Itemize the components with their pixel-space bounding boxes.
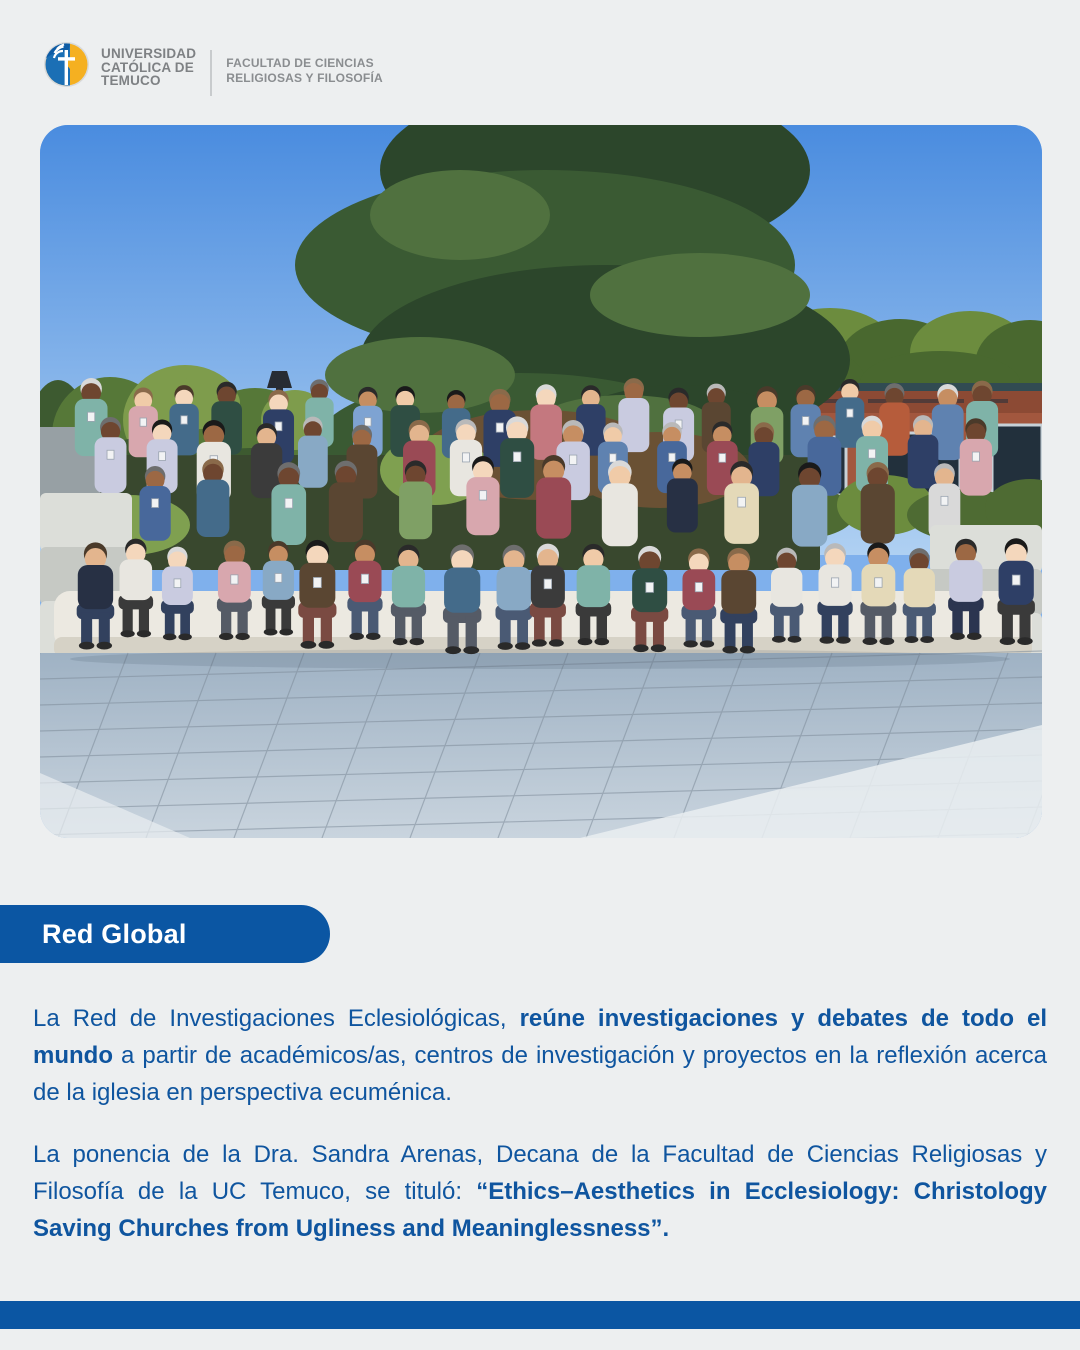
group-photo (40, 125, 1042, 838)
university-logo-icon (44, 42, 89, 87)
p1-bold: reúne investigaciones y debates de todo el mundo (33, 1005, 1048, 1069)
p1-text-2: a partir de académicos/as, centros de investigación y proyectos en la reflexión acerca de la iglesia en perspectiva ecuménica. (33, 1042, 1047, 1106)
body-copy (33, 1000, 1047, 1247)
faculty-name (226, 42, 383, 85)
paragraph-red-global (33, 1000, 1047, 1111)
floor (40, 649, 1042, 838)
paragraph-ponencia (33, 1136, 1047, 1247)
faculty-line-2: RELIGIOSAS Y FILOSOFÍA (226, 70, 383, 85)
faculty-line-1: FACULTAD DE CIENCIAS (226, 56, 374, 70)
brand-line-1: UNIVERSIDAD (101, 46, 197, 61)
university-name (101, 42, 196, 88)
p2-text: La ponencia de la Dra. Sandra Arenas, Decana de la Facultad de Ciencias Religiosas y Filosofía de la UC Temuco, se tituló: (33, 1141, 1047, 1205)
header (0, 0, 1080, 125)
brand-line-3: TEMUCO (101, 73, 161, 88)
header-divider (210, 50, 212, 96)
red-global-badge (0, 905, 330, 963)
brand-line-2: CATÓLICA DE (101, 59, 194, 75)
p1-text: La Red de Investigaciones Eclesiológicas, (33, 1005, 507, 1032)
bottom-bar (0, 1301, 1080, 1329)
badge-label: Red Global (42, 918, 187, 949)
p2-bold: “Ethics–Aesthetics in Ecclesiology: Christology Saving Churches from Ugliness and Meaninglessness”. (33, 1178, 1047, 1242)
